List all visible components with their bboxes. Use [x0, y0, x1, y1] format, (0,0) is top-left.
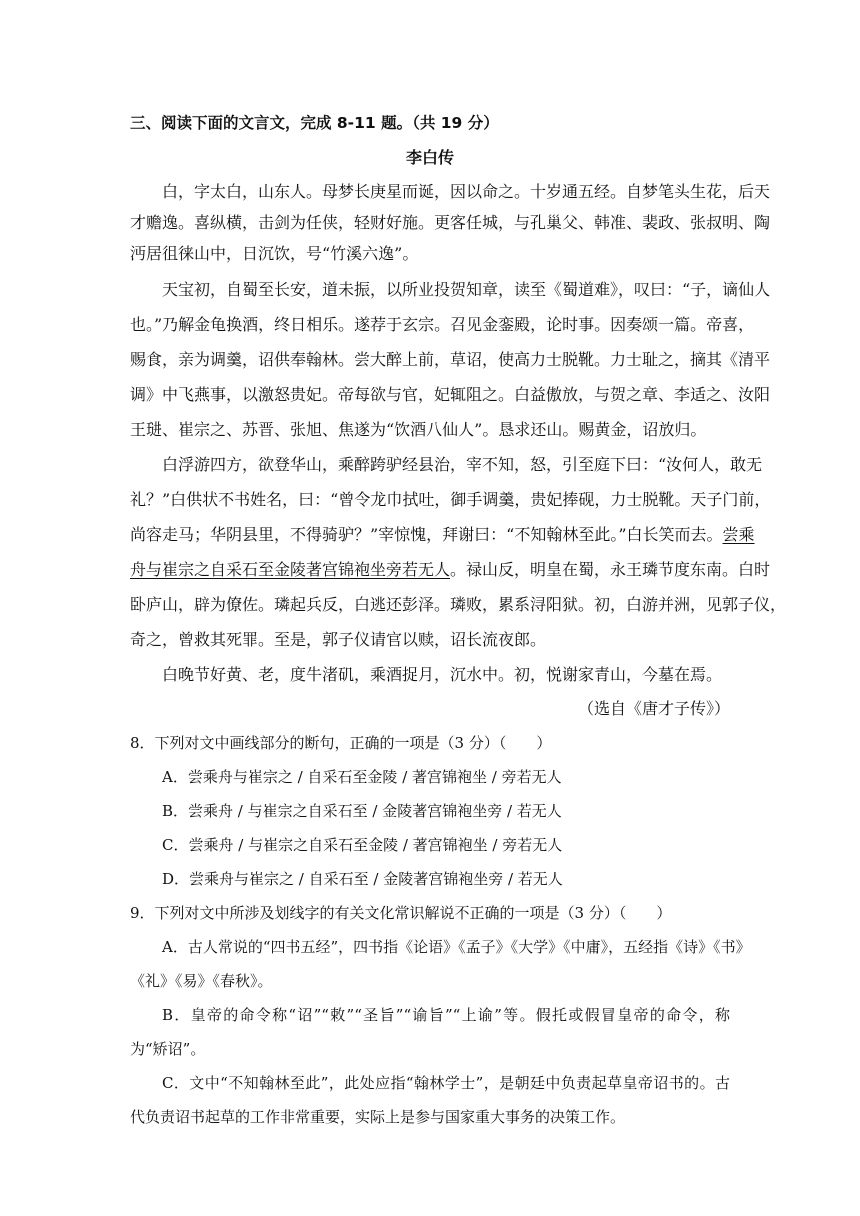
- question-8-option-c: C．尝乘舟 / 与崔宗之自采石至金陵 / 著宫锦袍坐 / 旁若无人: [162, 836, 563, 854]
- passage-p3-line3: [130, 525, 755, 545]
- passage-p2-line2: 也。”乃解金龟换酒，终日相乐。遂荐于玄宗。召见金銮殿，论时事。因奏颂一篇。帝喜，: [130, 315, 755, 334]
- question-8-option-a: A．尝乘舟与崔宗之 / 自采石至金陵 / 著宫锦袍坐 / 旁若无人: [162, 768, 562, 786]
- question-8-option-b: B．尝乘舟 / 与崔宗之自采石至 / 金陵著宫锦袍坐旁 / 若无人: [162, 802, 562, 820]
- question-8-stem: 8．下列对文中画线部分的断句，正确的一项是（3 分）（ ）: [130, 734, 552, 752]
- question-9-option-b-line2: 为“矫诏”。: [130, 1040, 206, 1058]
- question-8-option-d: D．尝乘舟与崔宗之 / 自采石至 / 金陵著宫锦袍坐旁 / 若无人: [162, 870, 563, 888]
- passage-p3-line1: 白浮游四方，欲登华山，乘醉跨驴经县治，宰不知，怒，引至庭下曰：“汝何人，敢无: [162, 455, 763, 474]
- question-9-option-b-line1: B．皇帝的命令称“诏”“敕”“圣旨”“谕旨”“上谕”等。假托或假冒皇帝的命令，称: [162, 1006, 730, 1024]
- question-9-option-c-line1: C．文中“不知翰林至此”，此处应指“翰林学士”，是朝廷中负责起草皇帝诏书的。古: [162, 1074, 730, 1092]
- passage-title: 李白传: [405, 148, 454, 167]
- underlined-sentence-start: 尝乘: [722, 525, 755, 544]
- passage-source: （选自《唐才子传》）: [577, 699, 730, 718]
- passage-p3-line6: 奇之，曾救其死罪。至是，郭子仪请官以赎，诏长流夜郎。: [130, 630, 547, 649]
- passage-p2-line3: 赐食，亲为调羹，诏供奉翰林。尝大醉上前，草诏，使高力士脱靴。力士耻之，摘其《清平: [130, 350, 771, 369]
- passage-p3-line2: 礼？”白供状不书姓名，曰：“曾令龙巾拭吐，御手调羹，贵妃捧砚，力士脱靴。天子门前，: [130, 490, 771, 509]
- passage-p3-line4-rest: 。禄山反，明皇在蜀，永王璘节度东南。白时: [450, 560, 771, 579]
- passage-p3-line4: [130, 560, 771, 580]
- passage-p1-line1: 白，字太白，山东人。母梦长庚星而诞，因以命之。十岁通五经。自梦笔头生花，后天: [162, 182, 771, 201]
- question-9-stem: 9．下列对文中所涉及划线字的有关文化常识解说不正确的一项是（3 分）（ ）: [130, 904, 672, 922]
- passage-p2-line4: 调》中飞燕事，以激怒贵妃。帝每欲与官，妃辄阻之。白益傲放，与贺之章、李适之、汝阳: [130, 385, 771, 404]
- passage-p4: 白晚节好黄、老，度牛渚矶，乘酒捉月，沉水中。初，悦谢家青山，今墓在焉。: [162, 665, 723, 684]
- passage-p2-line1: 天宝初，自蜀至长安，道未振，以所业投贺知章，读至《蜀道难》，叹曰：“子，谪仙人: [162, 280, 771, 299]
- passage-p1-line2: 才赡逸。喜纵横，击剑为任侠，轻财好施。更客任城，与孔巢父、韩准、裴政、张叔明、陶: [130, 213, 771, 232]
- section-heading: 三、阅读下面的文言文，完成 8-11 题。（共 19 分）: [130, 114, 499, 132]
- passage-p1-line3: 沔居徂徕山中，日沉饮，号“竹溪六逸”。: [130, 244, 419, 263]
- question-9-option-a-line1: A．古人常说的“四书五经”，四书指《论语》《孟子》《大学》《中庸》，五经指《诗》《书》: [162, 938, 751, 956]
- underlined-sentence: 舟与崔宗之自采石至金陵著宫锦袍坐旁若无人: [130, 560, 451, 579]
- question-9-option-c-line2: 代负责诏书起草的工作非常重要，实际上是参与国家重大事务的决策工作。: [130, 1108, 626, 1126]
- passage-p3-line5: 卧庐山，辟为僚佐。璘起兵反，白逃还彭泽。璘败，累系浔阳狱。初，白游并洲，见郭子仪，: [130, 595, 787, 614]
- passage-p3-line3-text: 尚容走马；华阴县里，不得骑驴？”宰惊愧，拜谢曰：“不知翰林至此。”白长笑而去。: [130, 525, 723, 544]
- passage-p2-line5: 王琎、崔宗之、苏晋、张旭、焦遂为“饮酒八仙人”。恳求还山。赐黄金，诏放归。: [130, 420, 707, 439]
- question-9-option-a-line2: 《礼》《易》《春秋》。: [130, 972, 273, 990]
